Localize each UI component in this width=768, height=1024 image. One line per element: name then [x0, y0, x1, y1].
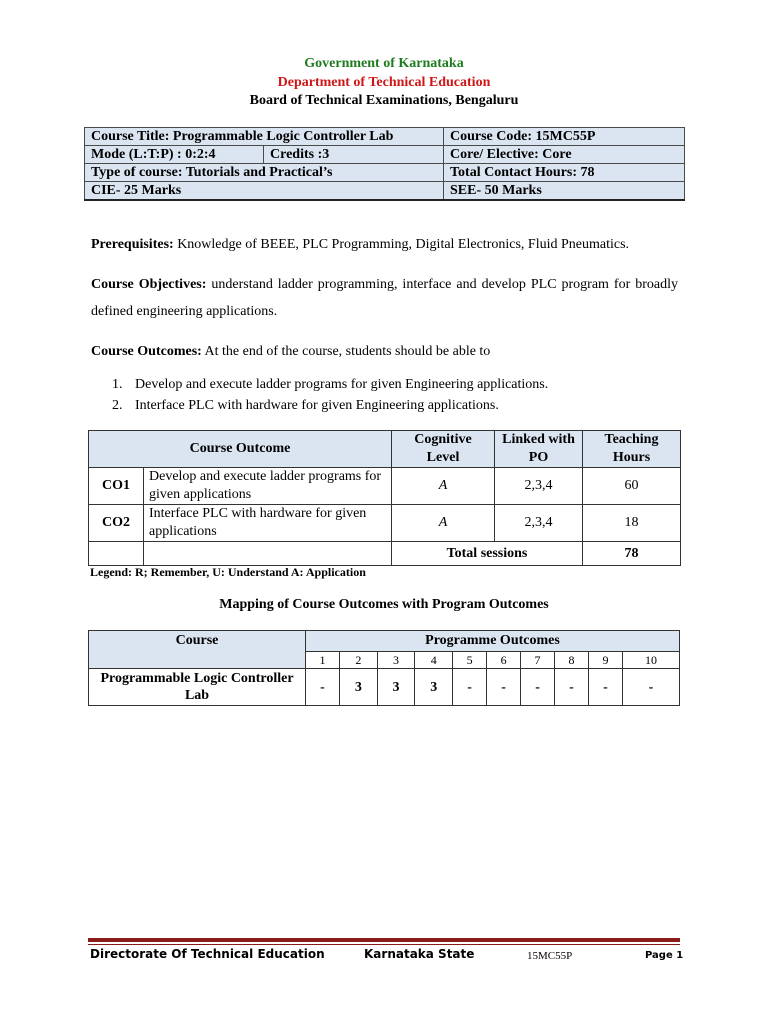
footer-directorate: Directorate Of Technical Education: [90, 947, 325, 961]
outcomes-intro-text: At the end of the course, students should be able to: [201, 344, 491, 359]
po-number-cell: 9: [588, 652, 622, 669]
po-programme-header: Programme Outcomes: [306, 631, 680, 652]
po-value-cell: -: [453, 669, 487, 706]
po-number-cell: 1: [306, 652, 340, 669]
list-item: [112, 374, 548, 395]
objectives-paragraph: [91, 271, 678, 325]
po-value-cell: -: [306, 669, 340, 706]
prerequisites-label: Prerequisites:: [91, 237, 174, 252]
legend-text: Legend: R; Remember, U: Understand A: Application: [90, 565, 366, 579]
co-hours-cell: 18: [583, 505, 681, 542]
objectives-label: Course Objectives:: [91, 277, 207, 292]
po-value-cell: -: [487, 669, 521, 706]
cie-marks-cell: CIE- 25 Marks: [85, 182, 444, 201]
co-description-cell: Develop and execute ladder programs for given applications: [144, 468, 392, 505]
mode-cell: Mode (L:T:P) : 0:2:4: [85, 146, 264, 164]
outcomes-label: Course Outcomes:: [91, 344, 202, 359]
po-number-cell: 4: [415, 652, 453, 669]
po-value-cell: -: [622, 669, 679, 706]
prerequisites-paragraph: [91, 231, 678, 258]
po-number-cell: 6: [487, 652, 521, 669]
po-number-cell: 10: [622, 652, 679, 669]
header-government: Government of Karnataka: [304, 56, 464, 71]
footer-page-number: Page 1: [645, 950, 684, 961]
table-row: [89, 505, 681, 542]
footer-course-code: 15MC55P: [527, 950, 573, 962]
total-sessions-label: Total sessions: [392, 542, 583, 566]
empty-cell: [89, 542, 144, 566]
see-marks-cell: SEE- 50 Marks: [444, 182, 685, 201]
po-value-cell: 3: [339, 669, 377, 706]
course-outcome-table: [88, 430, 681, 566]
po-value-cell: -: [521, 669, 555, 706]
header-cognitive-level: Cognitive Level: [392, 431, 495, 468]
list-item-number: 2.: [112, 398, 123, 413]
list-item-text: Develop and execute ladder programs for given Engineering applications.: [135, 377, 549, 392]
co-level-cell: A: [392, 505, 495, 542]
credits-cell: Credits :3: [264, 146, 444, 164]
outcome-list: [112, 374, 548, 416]
objectives-text: understand ladder programming, interface and develop PLC program for broadly defined engineering applications.: [91, 277, 678, 319]
co-id-cell: CO2: [89, 505, 144, 542]
header-course-outcome: Course Outcome: [89, 431, 392, 468]
core-elective-cell: Core/ Elective: Core: [444, 146, 685, 164]
co-hours-cell: 60: [583, 468, 681, 505]
footer-state: Karnataka State: [364, 947, 475, 961]
course-info-table: [84, 127, 685, 201]
header-board: Board of Technical Examinations, Bengaluru: [249, 93, 519, 108]
table-row: [89, 468, 681, 505]
po-value-cell: -: [555, 669, 589, 706]
course-code-cell: Course Code: 15MC55P: [444, 128, 685, 146]
co-po-cell: 2,3,4: [495, 505, 583, 542]
course-type-cell: Type of course: Tutorials and Practical’s: [85, 164, 444, 182]
header-linked-po: Linked with PO: [495, 431, 583, 468]
course-title-cell: Course Title: Programmable Logic Controller Lab: [85, 128, 444, 146]
header-teaching-hours: Teaching Hours: [583, 431, 681, 468]
total-row: [89, 542, 681, 566]
po-course-name: Programmable Logic Controller Lab: [89, 669, 306, 706]
footer-rule-thick: [88, 938, 680, 942]
co-po-cell: 2,3,4: [495, 468, 583, 505]
list-item-number: 1.: [112, 377, 123, 392]
contact-hours-cell: Total Contact Hours: 78: [444, 164, 685, 182]
po-value-cell: 3: [377, 669, 415, 706]
total-sessions-value: 78: [583, 542, 681, 566]
outcomes-intro-paragraph: [91, 338, 678, 365]
po-number-cell: 8: [555, 652, 589, 669]
footer-rule-thin: [88, 944, 680, 945]
po-value-cell: 3: [415, 669, 453, 706]
po-number-cell: 3: [377, 652, 415, 669]
co-description-cell: Interface PLC with hardware for given applications: [144, 505, 392, 542]
list-item-text: Interface PLC with hardware for given Engineering applications.: [135, 398, 499, 413]
document-header: [0, 55, 768, 111]
table-row: [89, 669, 680, 706]
po-mapping-table: [88, 630, 680, 706]
header-department: Department of Technical Education: [277, 74, 491, 90]
prerequisites-text: Knowledge of BEEE, PLC Programming, Digital Electronics, Fluid Pneumatics.: [173, 237, 630, 252]
co-id-cell: CO1: [89, 468, 144, 505]
po-value-cell: -: [588, 669, 622, 706]
po-number-cell: 7: [521, 652, 555, 669]
mapping-title: Mapping of Course Outcomes with Program Outcomes: [219, 597, 549, 612]
po-number-cell: 2: [339, 652, 377, 669]
empty-cell: [144, 542, 392, 566]
co-level-cell: A: [392, 468, 495, 505]
list-item: [112, 395, 548, 416]
po-course-header: Course: [89, 631, 306, 669]
po-number-cell: 5: [453, 652, 487, 669]
